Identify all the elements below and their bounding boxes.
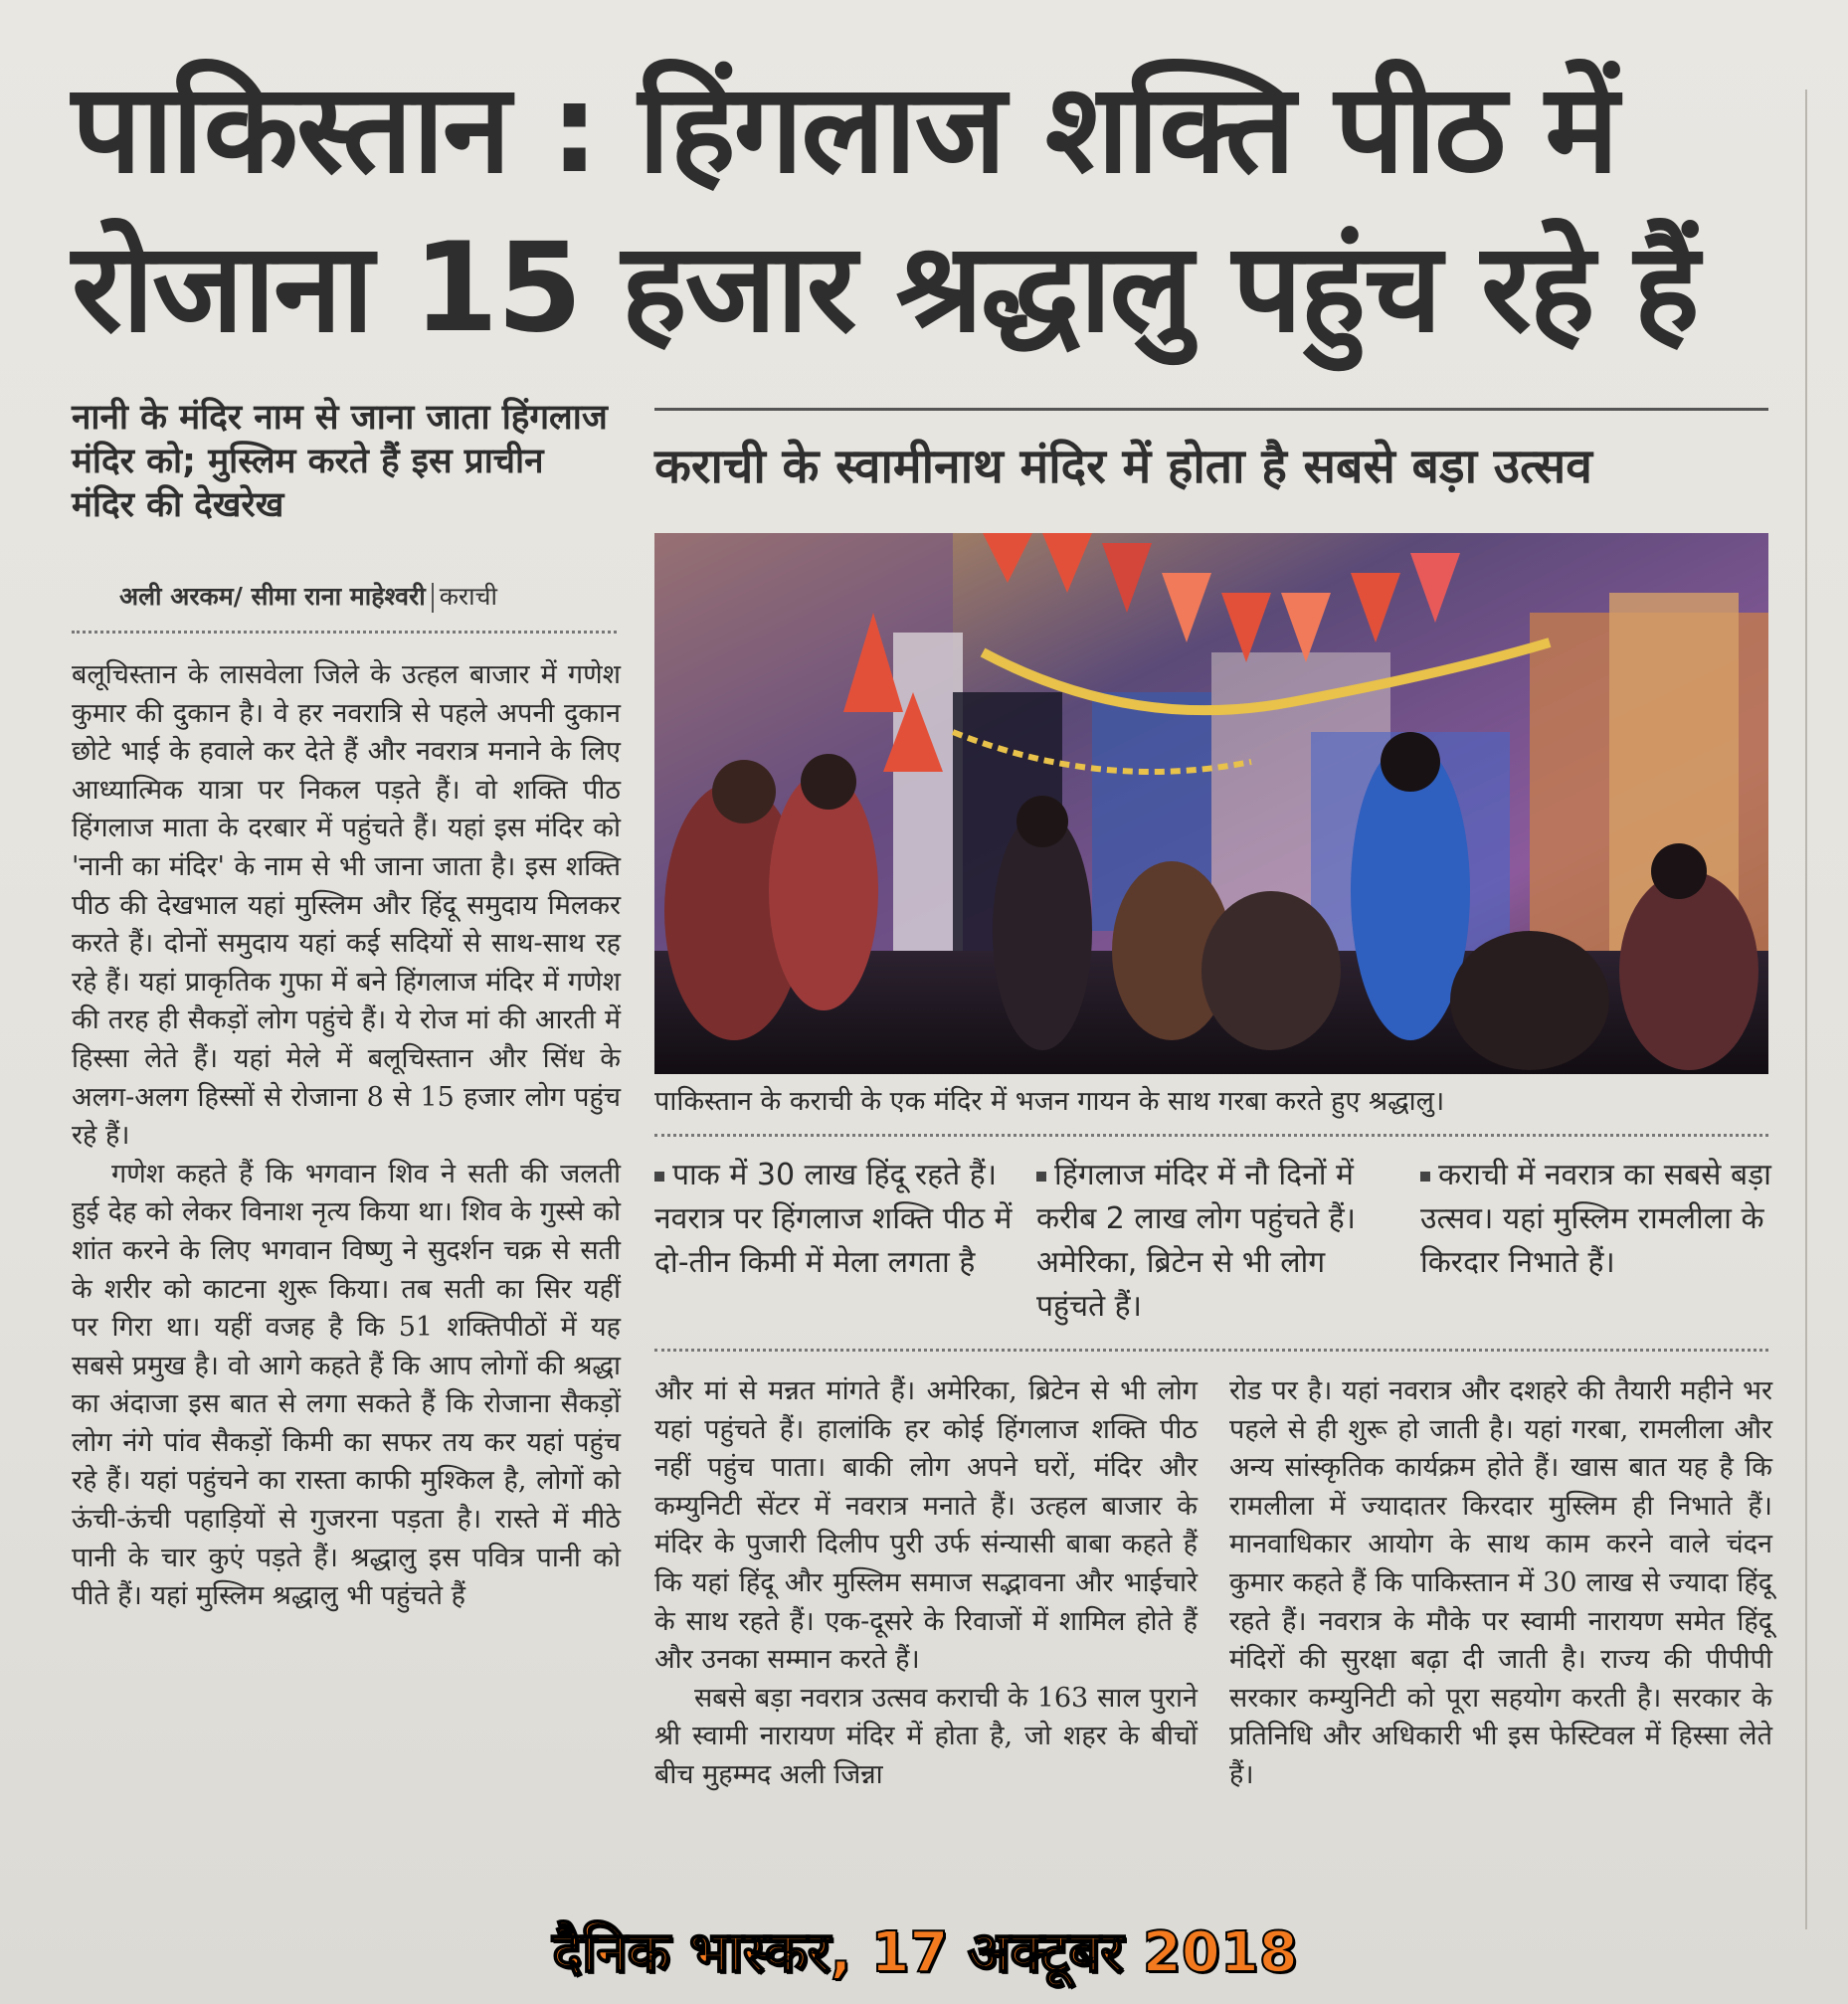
byline-separator [432,583,434,613]
column-2-paragraph-1: और मां से मन्नत मांगते हैं। अमेरिका, ब्रिटेन से भी लोग यहां पहुंचते हैं। हालांकि हर कोई हिंगलाज शक्ति पीठ नहीं पहुंच पाता। बाकी लोग अपने घरों, मंदिर और कम्युनिटी सेंटर में नवरात्र मनाते हैं। उत्हल बाजार के मंदिर के पुजारी दिलीप पुरी उर्फ संन्यासी बाबा कहते हैं कि यहां हिंदू और मुस्लिम समाज सद्भावना और भाईचारे के साथ रहते हैं। एक-दूसरे के रिवाजों में शामिल होते हैं और उनका सम्मान करते हैं। [654,1375,1198,1676]
column-2-paragraph-2: सबसे बड़ा नवरात्र उत्सव कराची के 163 साल पुराने श्री स्वामी नारायण मंदिर में होता है, जो शहर के बीचों बीच मुहम्मद अली जिन्ना [654,1682,1198,1790]
fact-2-text: हिंगलाज मंदिर में नौ दिनों में करीब 2 लाख लोग पहुंचते हैं। अमेरिका, ब्रिटेन से भी लोग पहुंचते हैं। [1036,1158,1357,1324]
byline-city: कराची [439,582,497,611]
fact-box-3 [1420,1154,1778,1285]
bullet-icon [1420,1172,1430,1182]
byline [119,579,617,613]
column-1-paragraph-1: बलूचिस्तान के लासवेला जिले के उत्हल बाजार में गणेश कुमार की दुकान है। वे हर नवरात्रि से पहले अपनी दुकान छोटे भाई के हवाले कर देते हैं और नवरात्र मनाने के लिए आध्यात्मिक यात्रा पर निकल पड़ते हैं। वो शक्ति पीठ हिंगलाज माता के दरबार में पहुंचते हैं। यहां इस मंदिर को 'नानी का मंदिर' के नाम से भी जाना जाता है। इस शक्ति पीठ की देखभाल यहां मुस्लिम और हिंदू समुदाय मिलकर करते हैं। दोनों समुदाय यहां कई सदियों से साथ-साथ रह रहे हैं। यहां प्राकृतिक गुफा में बने हिंगलाज मंदिर में गणेश की तरह ही सैकड़ों लोग पहुंचे हैं। ये रोज मां की आरती में हिस्सा लेते हैं। यहां मेले में बलूचिस्तान और सिंध के अलग-अलग हिस्सों से रोजाना 8 से 15 हजार लोग पहुंच रहे हैं। [72,659,621,1152]
article-column-3 [1229,1372,1772,1795]
byline-authors: अली अरकम/ सीमा राना माहेश्वरी [119,582,426,611]
byline-divider [72,631,617,634]
column-3-paragraph-1: रोड पर है। यहां नवरात्र और दशहरे की तैयारी महीने भर पहले से ही शुरू हो जाती है। यहां गरबा, रामलीला और अन्य सांस्कृतिक कार्यक्रम होते हैं। खास बात यह है कि रामलीला में ज्यादातर किरदार मुस्लिम ही निभाते हैं। मानवाधिकार आयोग के साथ काम करने वाले चंदन कुमार कहते हैं कि पाकिस्तान में 30 लाख से ज्यादा हिंदू रहते हैं। नवरात्र के मौके पर स्वामी नारायण समेत हिंदू मंदिरों की सुरक्षा बढ़ा दी जाती है। राज्य की पीपीपी सरकार कम्युनिटी को पूरा सहयोग करती है। सरकार के प्रतिनिधि और अधिकारी भी इस फेस्टिवल में हिस्सा लेते हैं। [1229,1375,1772,1790]
headline-line-2: रोजाना 15 हजार श्रद्धालु पहुंच रहे हैं [72,217,1698,360]
bullet-icon [1036,1172,1046,1182]
headline-line-1: पाकिस्तान : हिंगलाज शक्ति पीठ में [72,58,1617,201]
article-column-1 [72,656,621,1616]
bullet-icon [654,1172,664,1182]
fact-1-text: पाक में 30 लाख हिंदू रहते हैं। नवरात्र पर हिंगलाज शक्ति पीठ में दो-तीन किमी में मेला लगता है [654,1158,1013,1280]
next-article-strip [139,1984,1830,2004]
source-footer: दैनिक भास्कर, 17 अक्टूबर 2018 [552,1920,1298,1985]
facts-divider [654,1349,1768,1352]
fact-3-text: कराची में नवरात्र का सबसे बड़ा उत्सव। यहां मुस्लिम रामलीला के किरदार निभाते हैं। [1420,1158,1771,1280]
subhead-top-rule [654,408,1768,411]
subhead: कराची के स्वामीनाथ मंदिर में होता है सबसे बड़ा उत्सव [654,439,1592,494]
festival-photo [654,533,1768,1074]
photo-caption: पाकिस्तान के कराची के एक मंदिर में भजन गायन के साथ गरबा करते हुए श्रद्धालु। [654,1086,1445,1117]
article-deck: नानी के मंदिर नाम से जाना जाता हिंगलाज मंदिर को; मुस्लिम करते हैं इस प्राचीन मंदिर की देखरेख [72,398,608,525]
fact-box-1 [654,1154,1013,1285]
article-column-2 [654,1372,1198,1795]
caption-divider [654,1134,1768,1137]
headline [72,50,1822,368]
column-1-paragraph-2: गणेश कहते हैं कि भगवान शिव ने सती की जलती हुई देह को लेकर विनाश नृत्य किया था। शिव के गुस्से को शांत करने के लिए भगवान विष्णु ने सुदर्शन चक्र से सती के शरीर को काटना शुरू किया। तब सती का सिर यहीं पर गिरा था। यहीं वजह है कि 51 शक्तिपीठों में यह सबसे प्रमुख है। वो आगे कहते हैं कि आप लोगों की श्रद्धा का अंदाजा इस बात से लगा सकते हैं कि रोजाना सैकड़ों लोग नंगे पांव सैकड़ों किमी का सफर तय कर यहां पहुंच रहे हैं। यहां पहुंचने का रास्ता काफी मुश्किल है, लोगों को ऊंची-ऊंची पहाड़ियों से गुजरना पड़ता है। रास्ते में मीठे पानी के चार कुएं पड़ते हैं। श्रद्धालु इस पवित्र पानी को पीते हैं। यहां मुस्लिम श्रद्धालु भी पहुंचते हैं [72,1158,622,1612]
fact-box-2 [1036,1154,1394,1329]
